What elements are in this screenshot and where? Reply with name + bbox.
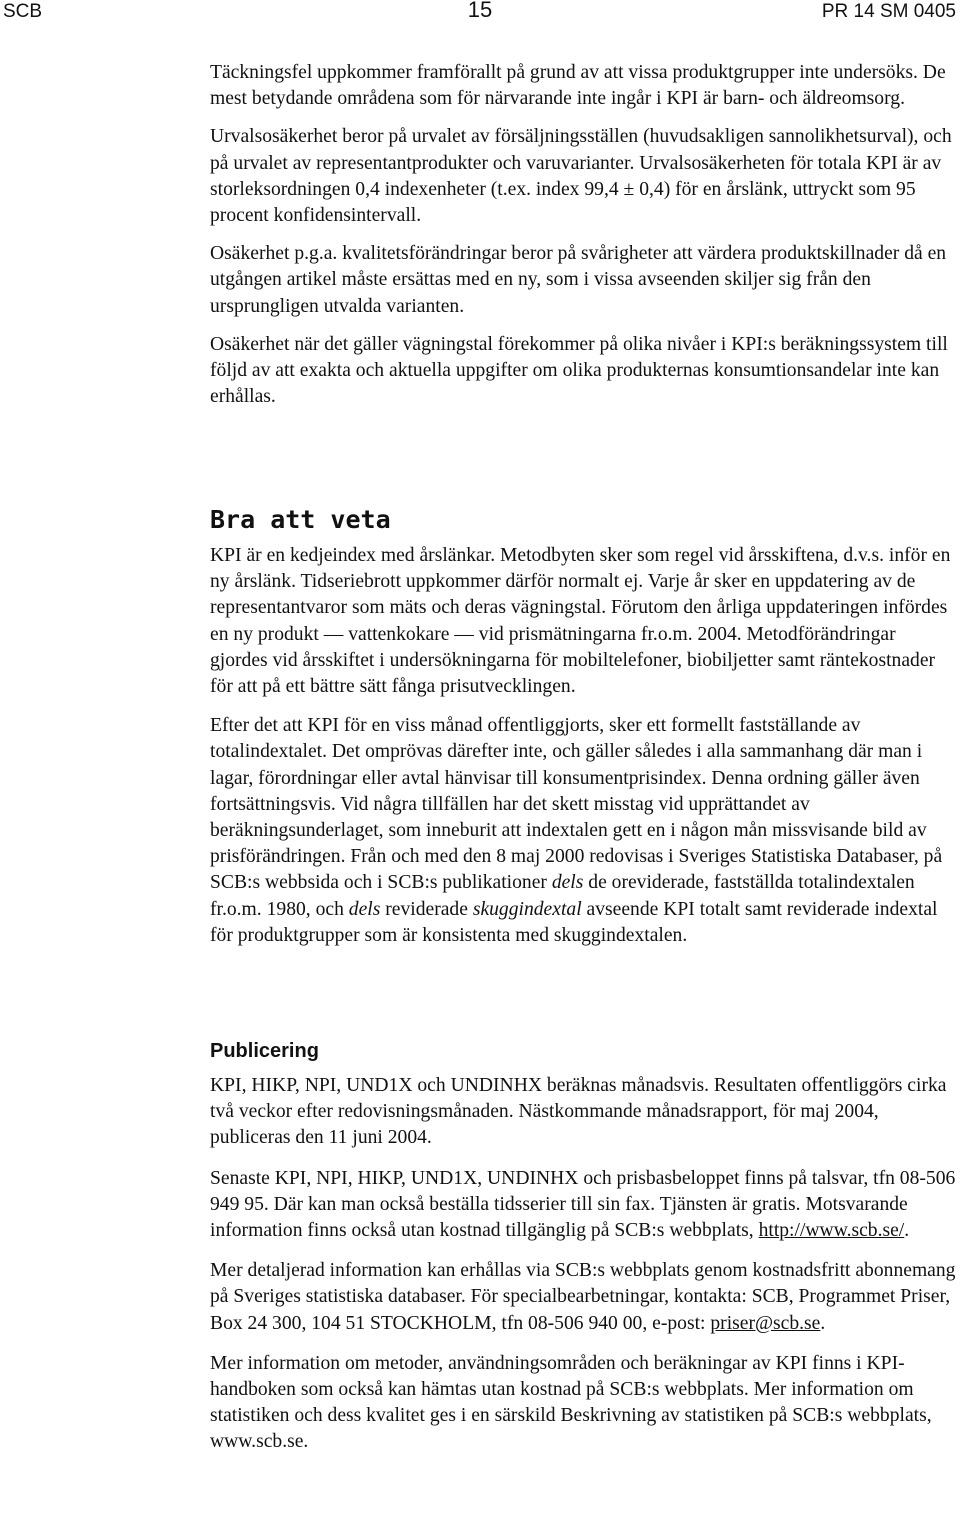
paragraph-manadsvis: KPI, HIKP, NPI, UND1X och UNDINHX beräknas månadsvis. Resultaten offentliggörs cirka två veckor efter redovisningsmånaden. Nästkommande månadsrapport, för maj 2004, publiceras den 11 juni 2004.	[210, 1075, 947, 1149]
paragraph-tackningsfel: Täckningsfel uppkommer framförallt på grund av att vissa produktgrupper inte undersöks. De mest betydande områdena som för närvarande inte ingår i KPI är barn- och äldreomsorg.	[210, 62, 946, 110]
email-link[interactable]: priser@scb.se	[710, 1312, 821, 1334]
header-report-id: PR 14 SM 0405	[821, 1, 956, 22]
intro-section	[210, 60, 958, 422]
paragraph-talsvar: Senaste KPI, NPI, HIKP, UND1X, UNDINHX och prisbasbeloppet finns på talsvar, tfn 08-506 949 95. Där kan man också beställa tidsserier till sin fax. Tjänsten är gratis. Motsvarande information finns också utan kostnad tillgänglig på SCB:s webbplats, http://www.scb.se/.	[210, 1167, 956, 1242]
paragraph-vagningstal: Osäkerhet när det gäller vägningstal förekommer på olika nivåer i KPI:s beräkningssystem till följd av att exakta och aktuella uppgifter om olika produkternas konsumtionsandelar inte kan erhållas.	[210, 333, 948, 408]
heading-publicering: Publicering	[210, 1040, 319, 1062]
page-number: 15	[467, 0, 493, 22]
paragraph-urvalsosakerhet: Urvalsosäkerhet beror på urvalet av försäljningsställen (huvudsakligen sannolikhetsurval), och på urvalet av representantprodukter och varuvarianter. Urvalsosäkerheten för totala KPI är av storleksordningen 0,4 indexenheter (t.ex. index 99,4 ± 0,4) för en årslänk, uttryckt som 95 procent konfidensintervall.	[210, 126, 952, 227]
publicering-section	[210, 1073, 958, 1470]
scb-website-link[interactable]: http://www.scb.se/	[758, 1220, 905, 1242]
page-header	[0, 0, 960, 30]
paragraph-kontakt: Mer detaljerad information kan erhållas via SCB:s webbplats genom kostnadsfritt abonnemang på Sveriges statistiska databaser. För specialbearbetningar, kontakta: SCB, Programmet Priser, Box 24 300, 104 51 STOCKHOLM, tfn 08-506 940 00, e-post: priser@scb.se.	[210, 1260, 956, 1334]
paragraph-kpi-handboken: Mer information om metoder, användningsområden och beräkningar av KPI finns i KPI-handboken som också kan hämtas utan kostnad på SCB:s webbplats. Mer information om statistiken och dess kvalitet ges i en särskild Beskrivning av statistiken på SCB:s webbplats, www.scb.se.	[210, 1352, 932, 1453]
paragraph-kedjeindex: KPI är en kedjeindex med årslänkar. Metodbyten sker som regel vid årsskiftena, d.v.s. inför en ny årslänk. Tidseriebrott uppkommer därför normalt ej. Varje år sker en uppdatering av de representantvaror som mäts och deras vägningstal. Förutom den årliga uppdateringen infördes en ny produkt — vattenkokare — vid prismätningarna fr.o.m. 2004. Metodförändringar gjordes vid årsskiftet i undersökningarna för mobiltelefoner, biobiljetter samt räntekostnader för att på ett bättre sätt fånga prisutvecklingen.	[210, 545, 951, 698]
paragraph-faststallande: Efter det att KPI för en viss månad offentliggjorts, sker ett formellt fastställande av totalindextalet. Det omprövas därefter inte, och gäller således i alla sammanhang där man i lagar, förordningar eller avtal hänvisar till konsumentprisindex. Denna ordning gäller även fortsättningsvis. Vid några tillfällen har det skett misstag vid upprättandet av beräkningsunderlaget, som inneburit att indextalen gett en i någon mån missvisande bild av prisförändringen. Från och med den 8 maj 2000 redovisas i Sveriges Statistiska Databaser, på SCB:s webbsida och i SCB:s publikationer dels de oreviderade, fastställda totalindextalen fr.o.m. 1980, och dels reviderade skuggindextal avseende KPI totalt samt reviderade indextal för produktgrupper som är konsistenta med skuggindextalen.	[210, 715, 943, 946]
paragraph-kvalitetsforandringar: Osäkerhet p.g.a. kvalitetsförändringar beror på svårigheter att värdera produktskillnader då en utgången artikel måste ersättas med en ny, som i vissa avseenden skiljer sig från den ursprungligen utvalda varianten.	[210, 243, 947, 317]
heading-bra-att-veta: Bra att veta	[210, 505, 391, 534]
header-org: SCB	[3, 1, 43, 22]
bra-att-veta-section	[210, 543, 958, 962]
